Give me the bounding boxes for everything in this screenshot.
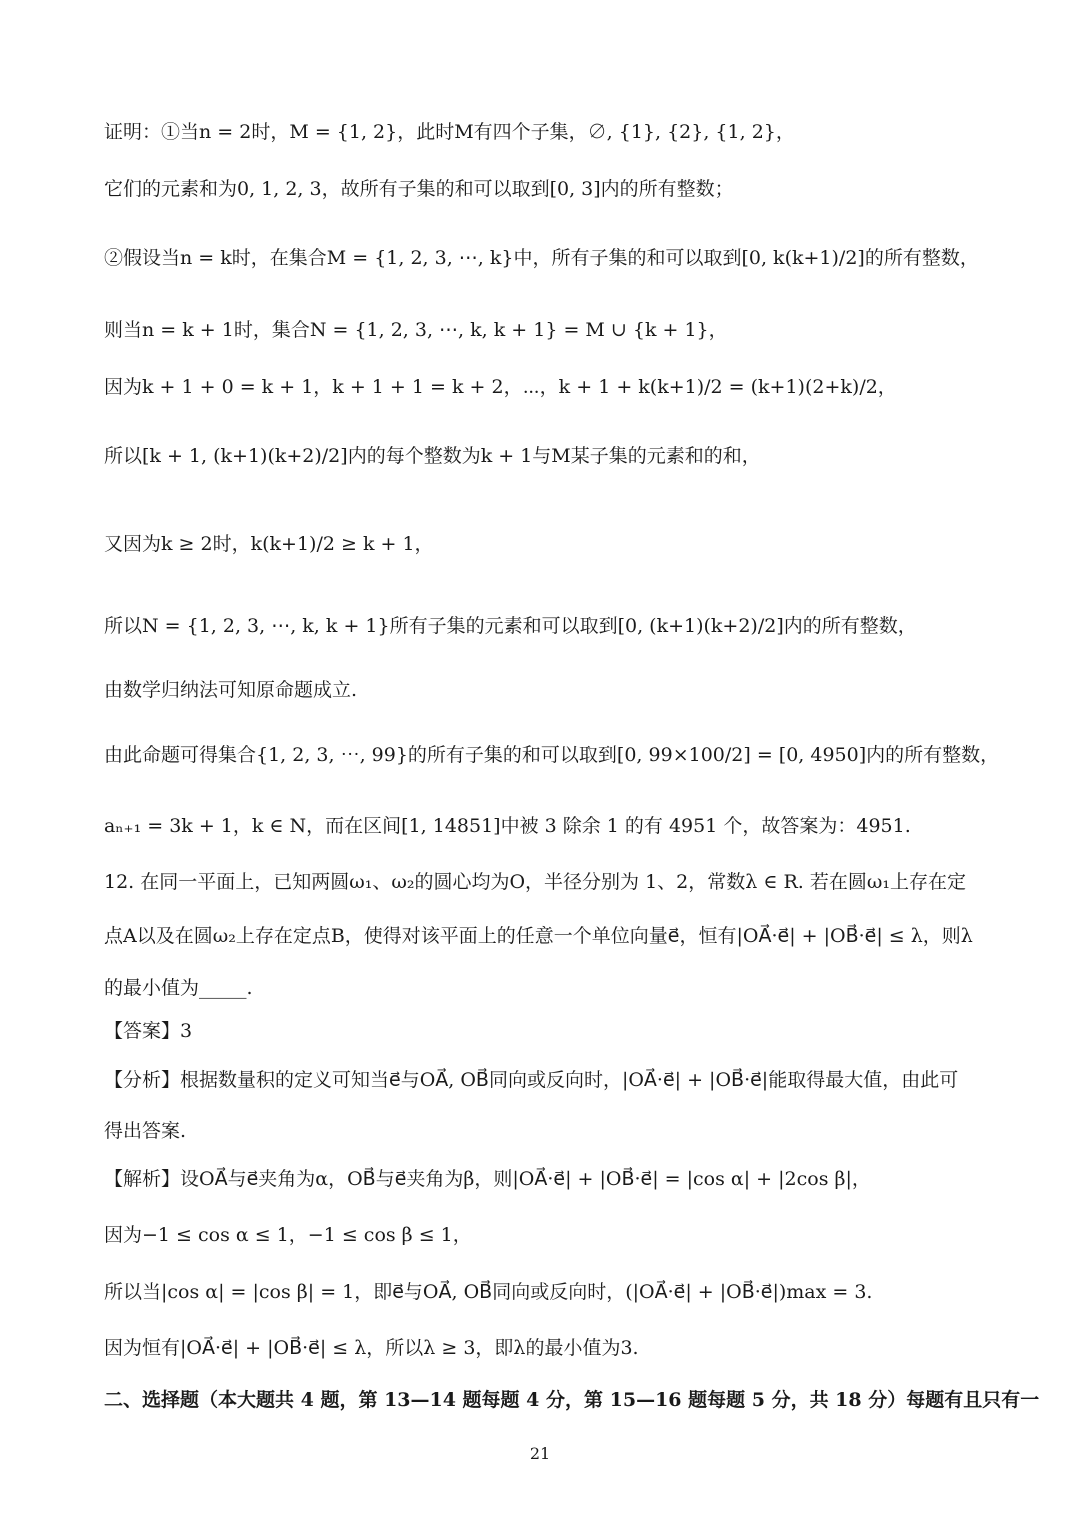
- analysis-line-2: 得出答案.: [104, 1120, 187, 1142]
- question-12-line-2: 点A以及在圆ω₂上存在定点B，使得对该平面上的任意一个单位向量e⃗，恒有|OA⃗·e⃗| + |OB⃗·e⃗| ≤ λ，则λ: [104, 925, 973, 947]
- solution-line-3: 所以当|cos α| = |cos β| = 1，即e⃗与OA⃗, OB⃗同向或反向时，(|OA⃗·e⃗| + |OB⃗·e⃗|)max = 3.: [104, 1281, 873, 1303]
- question-12-line-1: 12. 在同一平面上，已知两圆ω₁、ω₂的圆心均为O，半径分别为 1、2，常数λ ∈ R. 若在圆ω₁上存在定: [104, 871, 966, 893]
- proof-line-hypothesis: ②假设当n = k时，在集合M = {1, 2, 3, ⋯, k}中，所有子集的和可以取到[0, k(k+1)/2]的所有整数，: [104, 247, 979, 269]
- proof-line-induction: 由数学归纳法可知原命题成立.: [104, 679, 358, 701]
- proof-line-so-interval: 所以[k + 1, (k+1)(k+2)/2]内的每个整数为k + 1与M某子集的元素和的和，: [104, 445, 761, 467]
- solution-line-1: 【解析】设OA⃗与e⃗夹角为α，OB⃗与e⃗夹角为β，则|OA⃗·e⃗| + |OB⃗·e⃗| = |cos α| + |2cos β|，: [104, 1168, 871, 1190]
- solution-line-4: 因为恒有|OA⃗·e⃗| + |OB⃗·e⃗| ≤ λ，所以λ ≥ 3，即λ的最小值为3.: [104, 1337, 639, 1359]
- proof-line-because: 因为k + 1 + 0 = k + 1，k + 1 + 1 = k + 2，⋯，k + 1 + k(k+1)/2 = (k+1)(2+k)/2，: [104, 376, 897, 398]
- proof-line-step: 则当n = k + 1时，集合N = {1, 2, 3, ⋯, k, k + 1} = M ∪ {k + 1}，: [104, 319, 728, 341]
- page-number: 21: [529, 1444, 551, 1463]
- question-12-line-3: 的最小值为_____.: [104, 977, 253, 999]
- section-heading-choice: 二、选择题（本大题共 4 题，第 13—14 题每题 4 分，第 15—16 题每题 5 分，共 18 分）每题有且只有一: [104, 1389, 1040, 1411]
- result-line-99: 由此命题可得集合{1, 2, 3, ⋯, 99}的所有子集的和可以取到[0, 99×100/2] = [0, 4950]内的所有整数，: [104, 744, 1000, 766]
- analysis-line-1: 【分析】根据数量积的定义可知当e⃗与OA⃗, OB⃗同向或反向时，|OA⃗·e⃗| + |OB⃗·e⃗|能取得最大值，由此可: [104, 1069, 959, 1091]
- answer-label: 【答案】3: [104, 1020, 193, 1042]
- solution-line-2: 因为−1 ≤ cos α ≤ 1，−1 ≤ cos β ≤ 1，: [104, 1224, 472, 1246]
- answer-line-4951: aₙ₊₁ = 3k + 1，k ∈ N，而在区间[1, 14851]中被 3 除余 1 的有 4951 个，故答案为：4951.: [104, 815, 911, 837]
- proof-line-base-case: 证明：①当n = 2时，M = {1, 2}，此时M有四个子集，∅, {1}, {2}, {1, 2}，: [104, 121, 795, 143]
- proof-line-sums: 它们的元素和为0, 1, 2, 3，故所有子集的和可以取到[0, 3]内的所有整数；: [104, 178, 734, 200]
- proof-line-conclusion: 所以N = {1, 2, 3, ⋯, k, k + 1}所有子集的元素和可以取到[0, (k+1)(k+2)/2]内的所有整数，: [104, 615, 917, 637]
- proof-line-inequality: 又因为k ≥ 2时，k(k+1)/2 ≥ k + 1，: [104, 533, 434, 555]
